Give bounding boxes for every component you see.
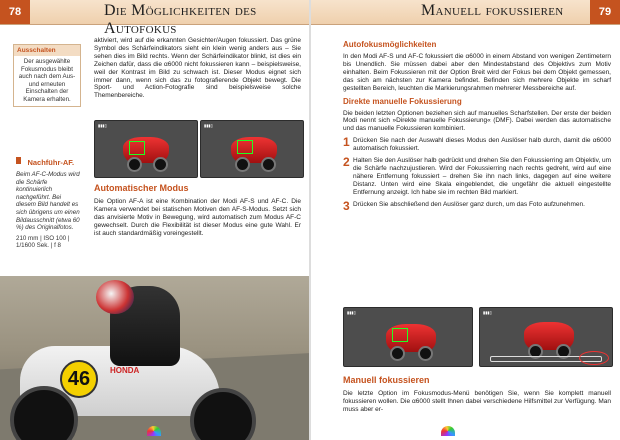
left-page-number: 78 — [0, 0, 30, 24]
step-1 — [343, 137, 611, 153]
sidebar-box-heading: Ausschalten — [14, 45, 80, 56]
left-header-title: Die Möglichkeiten des Autofokus — [104, 2, 257, 37]
step-3-text: Drücken Sie abschließend den Auslöser ganz durch, um das Foto aufzunehmen. — [353, 200, 585, 208]
scale-marker-circle-icon — [579, 351, 609, 365]
step-3-number: 3 — [343, 198, 350, 213]
manual-focus-heading: Manuell fokussieren — [343, 375, 430, 385]
auto-mode-heading: Automatischer Modus — [94, 183, 189, 193]
af-options-text: In den Modi AF-S und AF-C fokussiert die α6000 in einem Abstand von wenigen Zentimetern bis Unendlich. Sie müssen dabei aber den Mindestabstand des Objektivs zum Motiv einhalten. Beim Fokussieren mit der Option Breit wird der Fokus bei dem Objekt gemessen, das sich am nächsten zur Kamera befindet. Befinden sich mehrere Objekte im scharf gestellten Bereich, leuchten die Markierungsrahmen mehrerer Messbereiche auf. — [343, 53, 611, 92]
camera-screen-dmf-right — [479, 307, 613, 367]
screen-overlay-text-3: ▮▮▮▯ — [347, 310, 356, 315]
car-wheel-rear-2 — [261, 157, 276, 172]
car-wheel-rear-3 — [418, 346, 433, 361]
screen-overlay-text-4: ▮▮▮▯ — [483, 310, 492, 315]
car-wheel-front-2 — [235, 157, 250, 172]
tip-exif: 210 mm | ISO 100 | 1/1600 Sek. | f 8 — [16, 234, 70, 250]
left-intro-text — [94, 37, 301, 100]
car-wheel-front — [127, 157, 142, 172]
tip-heading: Nachführ-AF. — [27, 158, 75, 167]
right-header — [311, 0, 620, 25]
af-options-heading: Autofokusmöglichkeiten — [343, 40, 437, 49]
auto-mode-section — [94, 183, 301, 238]
step-1-number: 1 — [343, 135, 350, 150]
rainbow-logo-icon-right — [441, 426, 455, 436]
manual-focus-text: Die letzte Option im Fokusmodus-Menü benötigen Sie, wenn Sie komplett manuell fokussieren wollen. Die α6000 stellt Ihnen dabei verschiedene Hilfsmittel zur Verfügung. Man muss aber er- — [343, 390, 611, 413]
left-header — [0, 0, 309, 37]
step-2-text: Halten Sie den Auslöser halb gedrückt und drehen Sie den Fokussierring am Objektiv, um die Schärfe nachzujustieren. Wird der Fokussierring nach rechts gedreht, wird auf eine nähere Entfernung fokussiert – drehen Sie ihn nach links, dagegen auf eine weitere Distanz. Unten wird eine Skala eingeblendet, die ungefähr die aktuell eingestellte Entfernung anzeigt. Ich habe sie im rechten Bild markiert. — [353, 157, 611, 196]
manual-focus-section — [343, 375, 611, 414]
right-page-number: 79 — [590, 0, 620, 24]
car-wheel-rear — [153, 157, 168, 172]
focus-frame-icon — [129, 141, 145, 155]
camera-screen-left — [94, 120, 198, 178]
screen-overlay-text-2: ▮▮▮▯ — [204, 123, 213, 128]
motorcycle-photo — [0, 276, 309, 440]
intro-paragraph: aktiviert, wird auf die erkannten Gesichter/Augen fokussiert. Das grüne Symbol des Schärfeindikators sieht ein klein wenig anders aus – Sie sehen dies im Bild rechts. Wenn der Schärfeindikator blinkt, ist dies ein Zeichen dafür, dass die α6000 nicht fokussieren kann – beispielsweise, weil der Kontrast im Bild zu schwach ist. Dieser Modus eignet sich immer dann, wenn sich das zu fotografierende Objekt bewegt. Die Sport- und Action-Fotografie sind beispielsweise solche Themenbereiche. — [94, 37, 301, 100]
dmf-text: Die beiden letzten Optionen beziehen sich auf manuelles Scharfstellen. Der erste der beiden Modi nennt sich »Direkte manuelle Fokussierung« (DMF). Dabei werden das automatische und das manuelle Fokussieren kombiniert. — [343, 109, 611, 133]
rider-helmet — [96, 280, 134, 314]
right-text-column — [343, 40, 611, 212]
camera-screen-dmf-left — [343, 307, 473, 367]
sidebar-box-text: Der ausgewählte Fokusmodus bleibt auch nach dem Aus- und erneuten Einschalten der Kamera erhalten. — [18, 58, 76, 103]
step-3 — [343, 198, 611, 213]
sidebar-box — [13, 44, 81, 107]
auto-mode-text: Die Option AF-A ist eine Kombination der Modi AF-S und AF-C. Die Kamera verwendet bei statischen Motiven den AF-S-Modus. Setzt sich das anvisierte Motiv in Bewegung, wird automatisch zum Modus AF-C gewechselt. Durch die Flexibilität ist dieser Modus eine gute Wahl. Er ist auch standardmäßig voreingestellt. — [94, 198, 301, 237]
focus-frame-icon-2 — [237, 140, 253, 154]
left-page — [0, 0, 309, 440]
sponsor-label: HONDA — [110, 366, 140, 375]
rainbow-logo-icon — [147, 426, 161, 436]
right-page — [311, 0, 620, 440]
tip-text: Beim AF-C-Modus wird die Schärfe kontinuierlich nachgeführt. Bei diesem Bild handelt es sich übrigens um einen Bildausschnitt (etwa 60 %) des Originalfotos. — [16, 171, 80, 232]
screen-overlay-text: ▮▮▮▯ — [98, 123, 107, 128]
race-number: 46 — [60, 360, 98, 398]
dmf-heading: Direkte manuelle Fokussierung — [343, 96, 462, 106]
camera-screen-right — [200, 120, 304, 178]
step-2-number: 2 — [343, 155, 350, 170]
step-2 — [343, 157, 611, 197]
step-1-text: Drücken Sie nach der Auswahl dieses Modus den Auslöser halb durch, damit die α6000 automatisch fokussiert. — [353, 137, 611, 153]
car-wheel-front-3 — [390, 346, 405, 361]
tip-marker-icon — [16, 157, 21, 164]
focus-frame-icon-3 — [392, 328, 408, 342]
tip-box — [16, 152, 80, 250]
right-header-title: Manuell fokussieren — [421, 2, 564, 19]
